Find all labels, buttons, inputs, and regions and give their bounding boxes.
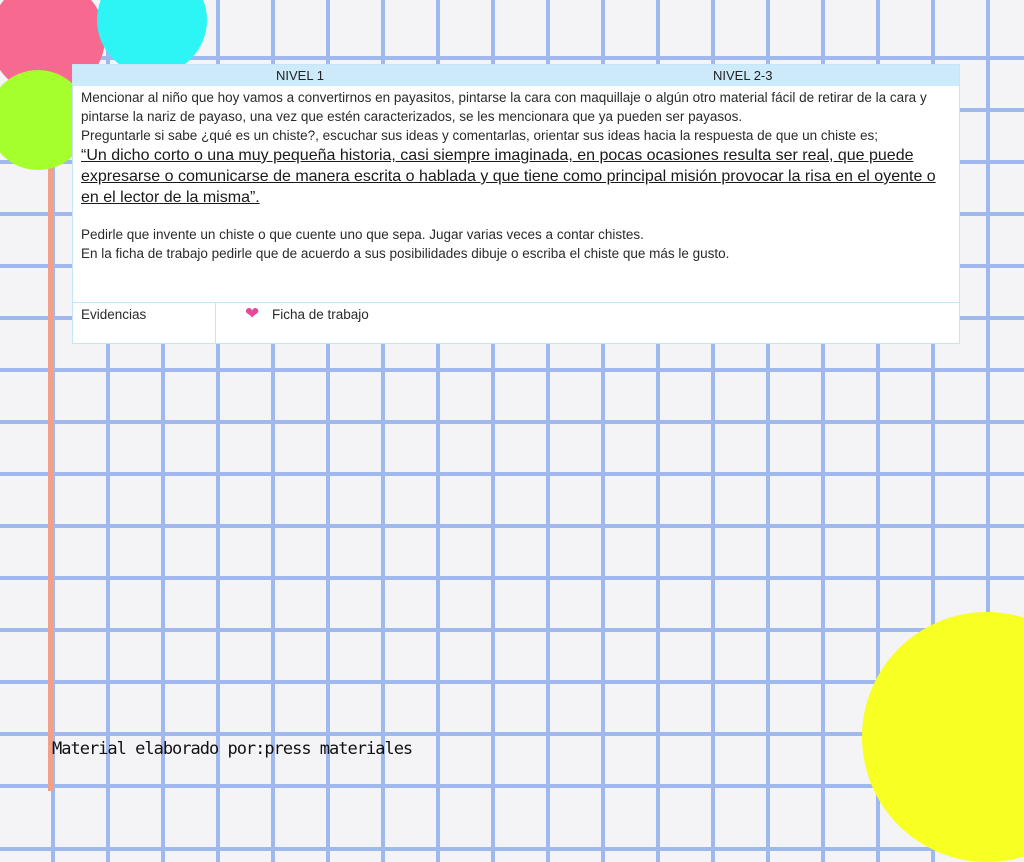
joke-definition-quote: “Un dicho corto o una muy pequeña historia, casi siempre imaginada, en pocas ocasiones resulta ser real, que puede expresarse o comunicarse de manera escrita o hablada y que tiene como principal misión provocar la risa en el oyente o en el lector de la misma”. <box>81 147 936 206</box>
header-nivel-2-3: NIVEL 2-3 <box>713 68 773 83</box>
paragraph-question: Preguntarle si sabe ¿qué es un chiste?, escuchar sus ideas y comentarlas, orientar sus ideas hacia la respuesta de que un chiste es; <box>81 128 878 143</box>
table-header-row <box>73 65 959 86</box>
activity-table <box>72 64 960 344</box>
evidence-label: Evidencias <box>81 307 147 322</box>
yellow-circle-decoration <box>862 612 1024 862</box>
paragraph-invent-joke: Pedirle que invente un chiste o que cuente uno que sepa. Jugar varias veces a contar chistes. <box>81 227 644 242</box>
evidence-divider <box>215 303 216 344</box>
header-nivel-1: NIVEL 1 <box>276 68 324 83</box>
paragraph-intro: Mencionar al niño que hoy vamos a convertirnos en payasitos, pintarse la cara con maquillaje o algún otro material fácil de retirar de la cara y pintarse la nariz de payaso, una vez que estén caracterizados, se les mencionara que ya pueden ser payasos. <box>81 90 927 124</box>
activity-description <box>81 88 953 263</box>
heart-icon: ❤ <box>245 304 260 323</box>
paragraph-worksheet: En la ficha de trabajo pedirle que de acuerdo a sus posibilidades dibuje o escriba el chiste que más le gusto. <box>81 246 730 261</box>
evidence-row <box>73 302 959 344</box>
footer-credit: Material elaborado por:press materiales <box>52 739 413 759</box>
evidence-value: Ficha de trabajo <box>272 307 369 322</box>
spacer <box>81 208 953 225</box>
